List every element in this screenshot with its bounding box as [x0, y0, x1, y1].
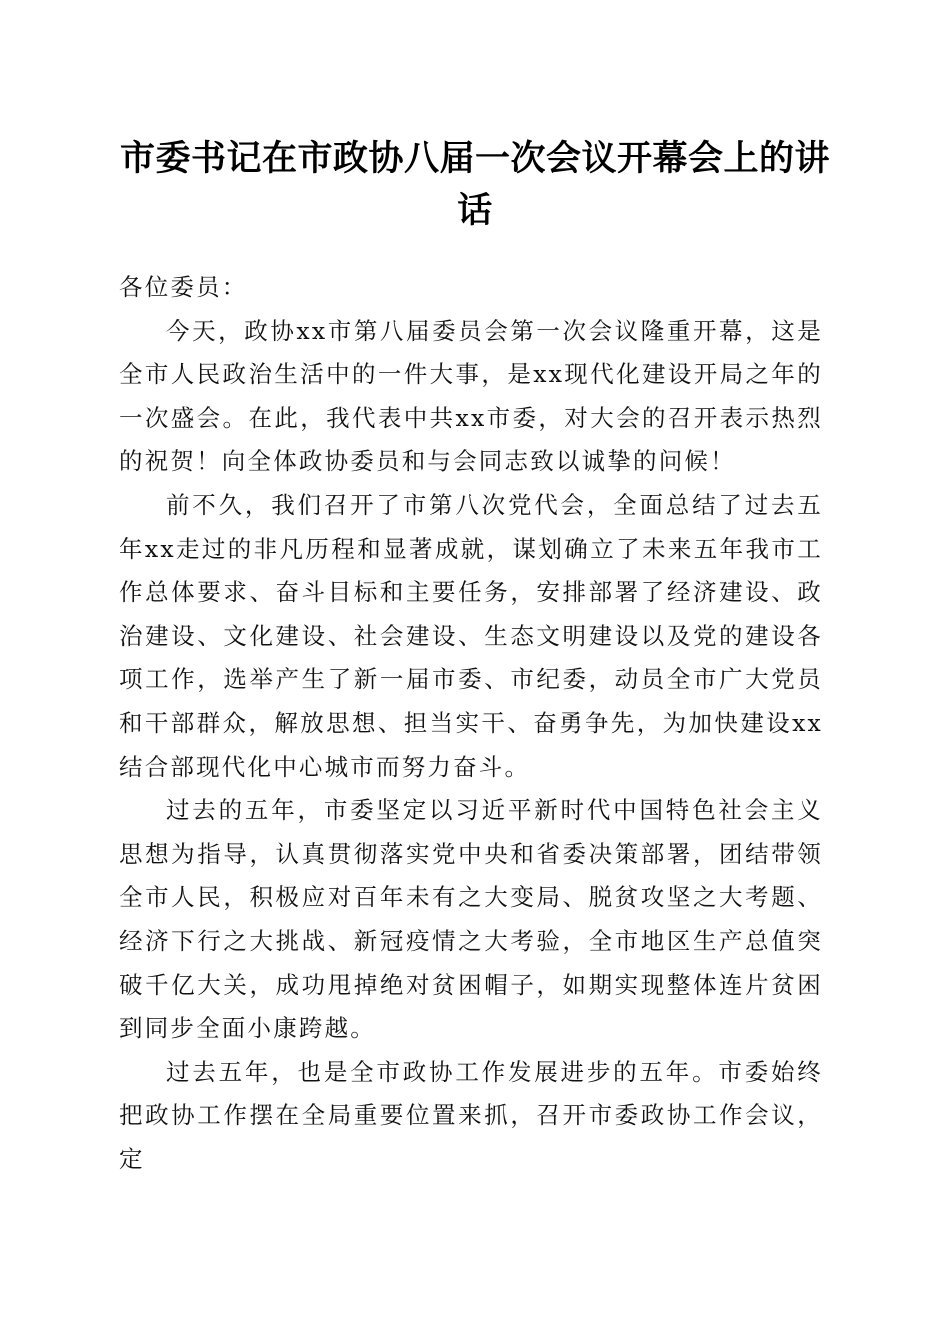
document-title: 市委书记在市政协八届一次会议开幕会上的讲话: [119, 138, 830, 231]
paragraph-3: 过去的五年，市委坚定以习近平新时代中国特色社会主义思想为指导，认真贯彻落实党中央和省委决策部署，团结带领全市人民，积极应对百年未有之大变局、脱贫攻坚之大考题、经济下行之大挑战、新冠疫情之大考验，全市地区生产总值突破千亿大关，成功甩掉绝对贫困帽子，如期实现整体连片贫困到同步全面小康跨越。: [119, 796, 823, 1043]
document-body: [119, 266, 823, 1181]
paragraph-1: 今天，政协xx市第八届委员会第一次会议隆重开幕，这是全市人民政治生活中的一件大事，是xx现代化建设开局之年的一次盛会。在此，我代表中共xx市委，对大会的召开表示热烈的祝贺！向全体政协委员和与会同志致以诚挚的问候！: [119, 316, 823, 476]
paragraph-4: 过去五年，也是全市政协工作发展进步的五年。市委始终把政协工作摆在全局重要位置来抓，召开市委政协工作会议，定: [119, 1057, 823, 1173]
paragraph-2: 前不久，我们召开了市第八次党代会，全面总结了过去五年xx走过的非凡历程和显著成就，谋划确立了未来五年我市工作总体要求、奋斗目标和主要任务，安排部署了经济建设、政治建设、文化建设、社会建设、生态文明建设以及党的建设各项工作，选举产生了新一届市委、市纪委，动员全市广大党员和干部群众，解放思想、担当实干、奋勇争先，为加快建设xx结合部现代化中心城市而努力奋斗。: [119, 490, 823, 781]
salutation: 各位委员：: [119, 273, 248, 301]
